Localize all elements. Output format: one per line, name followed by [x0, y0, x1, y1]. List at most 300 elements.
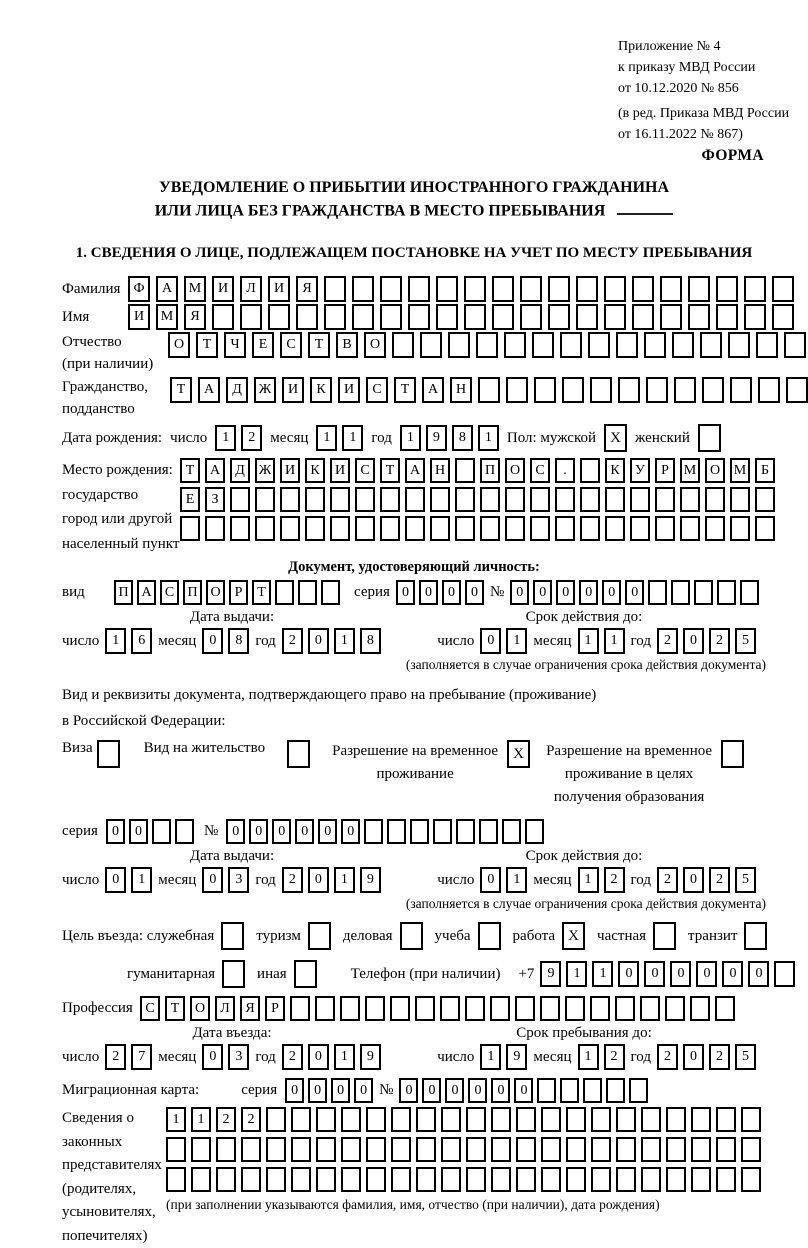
- char-cell: [366, 1107, 386, 1132]
- tourism-label: туризм: [256, 927, 301, 944]
- char-cell: [541, 1137, 561, 1162]
- char-cell: [502, 819, 521, 844]
- char-cell: [330, 516, 350, 541]
- char-cell: [408, 304, 430, 330]
- char-cell: [744, 276, 766, 302]
- char-cell: Р: [229, 580, 248, 605]
- char-cell: [380, 276, 402, 302]
- phone-cells: [540, 961, 795, 987]
- char-cell: 0: [396, 580, 415, 605]
- temp-residence-label: Разрешение на временное проживание: [332, 743, 499, 783]
- char-cell: 0: [748, 961, 769, 987]
- limit-note: (заполняется в случае ограничения срока действия документа): [405, 896, 766, 912]
- char-cell: [355, 487, 375, 512]
- phone-prefix: +7: [518, 965, 535, 982]
- birthdate-label: Дата рождения:: [62, 429, 163, 446]
- char-cell: [716, 304, 738, 330]
- doc-valid-day-cells: [480, 628, 527, 654]
- char-cell: 1: [566, 961, 587, 987]
- char-cell: [410, 819, 429, 844]
- char-cell: 0: [285, 1078, 304, 1103]
- char-cell: 1: [334, 628, 355, 654]
- forma-label: ФОРМА: [701, 147, 764, 164]
- char-cell: [691, 1167, 711, 1192]
- char-cell: [590, 377, 612, 403]
- char-cell: [366, 1167, 386, 1192]
- char-cell: [420, 332, 442, 358]
- char-cell: 1: [342, 425, 363, 451]
- char-cell: [492, 304, 514, 330]
- char-cell: [690, 996, 710, 1021]
- char-cell: [618, 377, 640, 403]
- char-cell: [640, 996, 660, 1021]
- profession-label: Профессия: [62, 1000, 133, 1017]
- phone-label: Телефон (при наличии): [350, 965, 501, 982]
- char-cell: [476, 332, 498, 358]
- char-cell: [666, 1107, 686, 1132]
- char-cell: [466, 1137, 486, 1162]
- char-cell: 1: [215, 425, 236, 451]
- char-cell: [576, 304, 598, 330]
- char-cell: [365, 996, 385, 1021]
- char-cell: [630, 487, 650, 512]
- char-cell: Я: [184, 304, 206, 330]
- char-cell: [530, 516, 550, 541]
- day-label: число: [62, 632, 100, 649]
- birthplace-cells-1: [180, 458, 775, 483]
- char-cell: [480, 487, 500, 512]
- char-cell: [321, 580, 340, 605]
- char-cell: [541, 1167, 561, 1192]
- legal-label-5: усыновителях,: [62, 1204, 156, 1221]
- char-cell: И: [330, 458, 350, 483]
- char-cell: А: [205, 458, 225, 483]
- char-cell: 3: [228, 867, 249, 893]
- char-cell: 0: [202, 628, 223, 654]
- char-cell: Л: [215, 996, 235, 1021]
- char-cell: [655, 516, 675, 541]
- char-cell: [646, 377, 668, 403]
- entry-day-cells: [105, 1044, 152, 1070]
- char-cell: [230, 516, 250, 541]
- char-cell: 2: [282, 628, 303, 654]
- char-cell: З: [205, 487, 225, 512]
- char-cell: [255, 516, 275, 541]
- char-cell: [644, 332, 666, 358]
- char-cell: [464, 304, 486, 330]
- char-cell: [430, 487, 450, 512]
- birthplace-label: Место рождения:: [62, 462, 173, 479]
- char-cell: 0: [491, 1078, 510, 1103]
- char-cell: [415, 996, 435, 1021]
- char-cell: [355, 516, 375, 541]
- char-cell: 2: [105, 1044, 126, 1070]
- char-cell: Т: [196, 332, 218, 358]
- char-cell: О: [364, 332, 386, 358]
- char-cell: 1: [506, 867, 527, 893]
- char-cell: 0: [422, 1078, 441, 1103]
- citizenship-cells: [170, 377, 808, 403]
- char-cell: [480, 516, 500, 541]
- char-cell: 9: [540, 961, 561, 987]
- char-cell: [730, 377, 752, 403]
- char-cell: 0: [625, 580, 644, 605]
- char-cell: [212, 304, 234, 330]
- char-cell: 0: [556, 580, 575, 605]
- char-cell: 0: [106, 819, 125, 844]
- char-cell: [280, 516, 300, 541]
- char-cell: К: [605, 458, 625, 483]
- char-cell: [205, 516, 225, 541]
- stay-month-cells: [578, 1044, 625, 1070]
- char-cell: [741, 1107, 761, 1132]
- char-cell: Б: [755, 458, 775, 483]
- char-cell: [455, 458, 475, 483]
- work-label: работа: [512, 927, 556, 944]
- char-cell: [641, 1107, 661, 1132]
- char-cell: [466, 1167, 486, 1192]
- name-label: Имя: [62, 308, 90, 325]
- char-cell: [290, 996, 310, 1021]
- char-cell: 2: [709, 628, 730, 654]
- char-cell: 5: [735, 628, 756, 654]
- char-cell: [330, 487, 350, 512]
- char-cell: [364, 819, 383, 844]
- char-cell: 9: [360, 867, 381, 893]
- ref-line: (в ред. Приказа МВД России: [618, 106, 790, 121]
- char-cell: 1: [334, 867, 355, 893]
- char-cell: Н: [450, 377, 472, 403]
- char-cell: 0: [670, 961, 691, 987]
- mig-number-cells: [399, 1078, 648, 1103]
- char-cell: [464, 276, 486, 302]
- char-cell: А: [137, 580, 156, 605]
- char-cell: О: [190, 996, 210, 1021]
- char-cell: [416, 1107, 436, 1132]
- char-cell: 9: [360, 1044, 381, 1070]
- char-cell: [316, 1137, 336, 1162]
- char-cell: С: [355, 458, 375, 483]
- char-cell: [615, 996, 635, 1021]
- residence-doc-line1: Вид и реквизиты документа, подтверждающего право на пребывание (проживание): [62, 687, 597, 704]
- entry-purpose-row2: [127, 960, 766, 988]
- char-cell: М: [184, 276, 206, 302]
- char-cell: [324, 304, 346, 330]
- patronymic-label: Отчество: [62, 334, 122, 351]
- other-checkbox: [294, 960, 317, 988]
- official-checkbox: [221, 922, 244, 950]
- char-cell: [455, 487, 475, 512]
- char-cell: [534, 377, 556, 403]
- char-cell: [604, 304, 626, 330]
- char-cell: Д: [230, 458, 250, 483]
- char-cell: [632, 304, 654, 330]
- char-cell: [688, 304, 710, 330]
- char-cell: [591, 1167, 611, 1192]
- char-cell: [716, 1137, 736, 1162]
- char-cell: [175, 819, 194, 844]
- char-cell: [241, 1137, 261, 1162]
- res-number-cells: [226, 819, 544, 844]
- char-cell: 2: [657, 628, 678, 654]
- char-cell: [316, 1107, 336, 1132]
- char-cell: [755, 516, 775, 541]
- char-cell: И: [212, 276, 234, 302]
- char-cell: [492, 276, 514, 302]
- study-checkbox: [478, 922, 501, 950]
- char-cell: 2: [604, 867, 625, 893]
- profession-cells: [140, 996, 735, 1021]
- female-checkbox: [698, 424, 721, 452]
- char-cell: [479, 819, 498, 844]
- month-label: месяц: [533, 632, 572, 649]
- char-cell: [665, 996, 685, 1021]
- char-cell: 0: [644, 961, 665, 987]
- char-cell: 2: [657, 867, 678, 893]
- doc-valid-month-cells: [578, 628, 625, 654]
- citizenship-label2: подданство: [62, 400, 135, 417]
- char-cell: [408, 276, 430, 302]
- char-cell: 0: [399, 1078, 418, 1103]
- char-cell: 1: [131, 867, 152, 893]
- char-cell: 1: [166, 1107, 186, 1132]
- char-cell: [380, 487, 400, 512]
- year-label: год: [630, 871, 651, 888]
- char-cell: [772, 276, 794, 302]
- month-label: месяц: [158, 1048, 197, 1065]
- char-cell: 0: [480, 867, 501, 893]
- birth-month-cells: [316, 425, 363, 451]
- char-cell: 0: [272, 819, 291, 844]
- char-cell: О: [206, 580, 225, 605]
- series-label: серия: [354, 584, 390, 601]
- char-cell: [588, 332, 610, 358]
- res-issue-year-cells: [282, 867, 381, 893]
- char-cell: 0: [602, 580, 621, 605]
- res-issue-day-cells: [105, 867, 152, 893]
- mig-series-cells: [285, 1078, 373, 1103]
- char-cell: 0: [308, 867, 329, 893]
- entry-date-header: Дата въезда:: [192, 1025, 272, 1042]
- char-cell: [562, 377, 584, 403]
- ref-line: от 10.12.2020 № 856: [618, 81, 739, 96]
- ref-line: к приказу МВД России: [618, 60, 756, 75]
- stay-year-cells: [657, 1044, 756, 1070]
- birthplace-city-label1: город или другой: [62, 511, 173, 528]
- char-cell: [555, 516, 575, 541]
- form-title: [62, 176, 766, 222]
- month-label: месяц: [270, 429, 309, 446]
- char-cell: [537, 1078, 556, 1103]
- char-cell: Ж: [254, 377, 276, 403]
- identity-doc-row: [62, 580, 766, 605]
- char-cell: [416, 1137, 436, 1162]
- char-cell: [516, 1167, 536, 1192]
- char-cell: [744, 304, 766, 330]
- char-cell: 1: [105, 628, 126, 654]
- char-cell: [672, 332, 694, 358]
- business-label: деловая: [342, 927, 393, 944]
- char-cell: 1: [478, 425, 499, 451]
- char-cell: Р: [655, 458, 675, 483]
- tourism-checkbox: [308, 922, 331, 950]
- char-cell: [440, 996, 460, 1021]
- char-cell: 1: [578, 628, 599, 654]
- transit-label: транзит: [688, 927, 738, 944]
- year-label: год: [630, 1048, 651, 1065]
- char-cell: [648, 580, 667, 605]
- char-cell: Т: [380, 458, 400, 483]
- char-cell: [641, 1167, 661, 1192]
- char-cell: [694, 580, 713, 605]
- char-cell: 2: [604, 1044, 625, 1070]
- char-cell: Я: [240, 996, 260, 1021]
- char-cell: [166, 1167, 186, 1192]
- char-cell: [660, 304, 682, 330]
- char-cell: 5: [735, 1044, 756, 1070]
- month-label: месяц: [158, 632, 197, 649]
- char-cell: 0: [480, 628, 501, 654]
- char-cell: [516, 1107, 536, 1132]
- char-cell: [786, 377, 808, 403]
- char-cell: [448, 332, 470, 358]
- char-cell: [532, 332, 554, 358]
- migration-card-label: Миграционная карта:: [62, 1082, 200, 1099]
- char-cell: Т: [308, 332, 330, 358]
- name-row: [62, 304, 766, 330]
- res-valid-month-cells: [578, 867, 625, 893]
- char-cell: [241, 1167, 261, 1192]
- char-cell: [255, 487, 275, 512]
- birthplace-cells-3: [180, 516, 775, 541]
- char-cell: [455, 516, 475, 541]
- doc-issue-day-cells: [105, 628, 152, 654]
- order-reference: [618, 36, 789, 145]
- char-cell: [680, 516, 700, 541]
- birth-day-cells: [215, 425, 262, 451]
- year-label: год: [255, 1048, 276, 1065]
- char-cell: [525, 819, 544, 844]
- char-cell: [691, 1107, 711, 1132]
- doc-type-cells: [114, 580, 340, 605]
- char-cell: Ф: [128, 276, 150, 302]
- char-cell: [606, 1078, 625, 1103]
- day-label: число: [437, 1048, 475, 1065]
- char-cell: А: [405, 458, 425, 483]
- char-cell: [716, 1167, 736, 1192]
- doc-valid-year-cells: [657, 628, 756, 654]
- char-cell: [506, 377, 528, 403]
- char-cell: 2: [282, 1044, 303, 1070]
- char-cell: 1: [578, 1044, 599, 1070]
- char-cell: [660, 276, 682, 302]
- char-cell: [616, 1167, 636, 1192]
- char-cell: [605, 516, 625, 541]
- char-cell: О: [505, 458, 525, 483]
- char-cell: [180, 516, 200, 541]
- char-cell: [430, 516, 450, 541]
- char-cell: А: [156, 276, 178, 302]
- char-cell: 0: [318, 819, 337, 844]
- legal-note: (при заполнении указываются фамилия, имя, отчество (при наличии), дата рождения): [166, 1197, 660, 1213]
- char-cell: [490, 996, 510, 1021]
- char-cell: 1: [604, 628, 625, 654]
- char-cell: 1: [480, 1044, 501, 1070]
- birth-year-cells: [400, 425, 499, 451]
- char-cell: [380, 304, 402, 330]
- char-cell: 2: [216, 1107, 236, 1132]
- char-cell: [392, 332, 414, 358]
- number-label: №: [489, 584, 505, 601]
- char-cell: [456, 819, 475, 844]
- series-label: серия: [241, 1082, 278, 1099]
- char-cell: [688, 276, 710, 302]
- char-cell: 0: [683, 628, 704, 654]
- other-label: иная: [257, 965, 287, 982]
- private-label: частная: [597, 927, 647, 944]
- char-cell: К: [310, 377, 332, 403]
- char-cell: В: [336, 332, 358, 358]
- residence-doc-line2: в Российской Федерации:: [62, 713, 226, 730]
- legal-label-3: представителях: [62, 1157, 162, 1174]
- visa-label: Виза: [62, 740, 93, 757]
- char-cell: [240, 304, 262, 330]
- char-cell: С: [366, 377, 388, 403]
- char-cell: [705, 487, 725, 512]
- legal-label-2: законных: [62, 1133, 123, 1150]
- char-cell: [700, 332, 722, 358]
- char-cell: 2: [709, 1044, 730, 1070]
- char-cell: И: [128, 304, 150, 330]
- char-cell: 0: [533, 580, 552, 605]
- valid-until-header: Срок действия до:: [525, 848, 643, 865]
- year-label: год: [255, 871, 276, 888]
- legal-cells-1: [166, 1107, 761, 1132]
- month-label: месяц: [158, 871, 197, 888]
- char-cell: [275, 580, 294, 605]
- month-label: месяц: [533, 871, 572, 888]
- sex-male-label: Пол: мужской: [506, 429, 597, 446]
- surname-row: [62, 276, 766, 302]
- char-cell: [741, 1167, 761, 1192]
- legal-label-1: Сведения о: [62, 1110, 134, 1127]
- humanitarian-label: гуманитарная: [127, 965, 216, 982]
- res-issue-month-cells: [202, 867, 249, 893]
- char-cell: 1: [334, 1044, 355, 1070]
- ref-line: от 16.11.2022 № 867): [618, 127, 743, 142]
- char-cell: [230, 487, 250, 512]
- char-cell: [466, 1107, 486, 1132]
- identity-doc-dates: [62, 628, 766, 654]
- birthplace-city-label2: населенный пункт: [62, 535, 180, 552]
- char-cell: 1: [191, 1107, 211, 1132]
- year-label: год: [255, 632, 276, 649]
- char-cell: Т: [165, 996, 185, 1021]
- residence-doc-checkboxes: [62, 740, 766, 809]
- legal-label-6: попечителях): [62, 1227, 148, 1244]
- char-cell: [416, 1167, 436, 1192]
- char-cell: [305, 487, 325, 512]
- char-cell: С: [140, 996, 160, 1021]
- birthplace-cells-2: [180, 487, 775, 512]
- char-cell: [491, 1167, 511, 1192]
- issue-date-header: Дата выдачи:: [189, 609, 275, 626]
- char-cell: 0: [202, 867, 223, 893]
- char-cell: [560, 1078, 579, 1103]
- stay-day-cells: [480, 1044, 527, 1070]
- char-cell: [216, 1167, 236, 1192]
- birthplace-state-label: государство: [62, 486, 139, 503]
